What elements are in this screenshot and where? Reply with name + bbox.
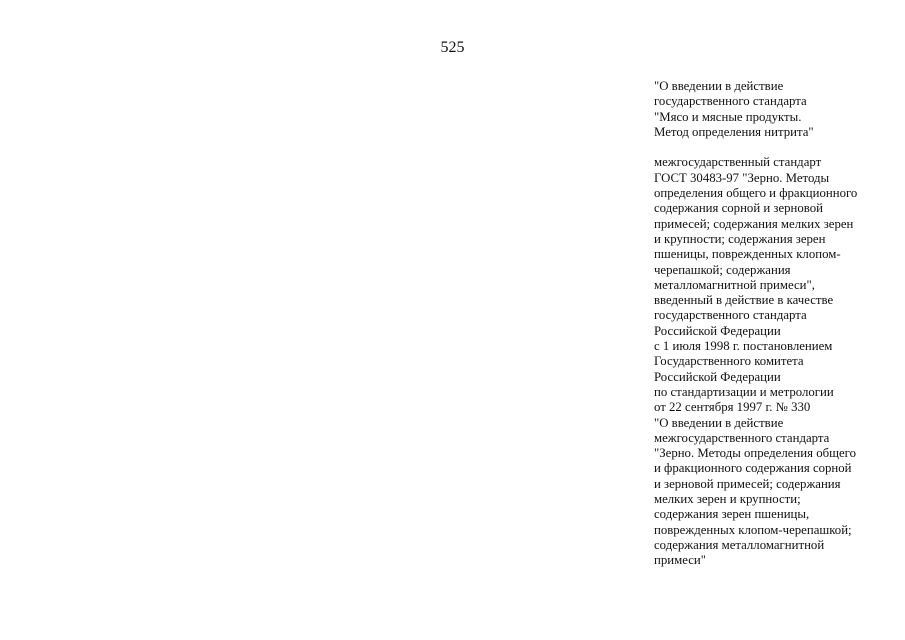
text-line: мелких зерен и крупности; bbox=[654, 492, 801, 507]
block-spacer bbox=[654, 140, 899, 155]
document-text-column bbox=[654, 79, 899, 569]
text-line: Российской Федерации bbox=[654, 323, 781, 338]
text-line: ГОСТ 30483-97 "Зерно. Методы bbox=[654, 170, 830, 185]
text-line: примесей; содержания мелких зерен bbox=[654, 216, 854, 231]
text-block-decree-title bbox=[654, 79, 899, 140]
text-line: и зерновой примесей; содержания bbox=[654, 476, 841, 491]
text-line: определения общего и фракционного bbox=[654, 186, 858, 201]
text-line: содержания сорной и зерновой bbox=[654, 201, 824, 216]
text-line: государственного стандарта bbox=[654, 94, 807, 109]
text-line: содержания металломагнитной bbox=[654, 537, 825, 552]
text-line: и фракционного содержания сорной bbox=[654, 461, 852, 476]
text-line: с 1 июля 1998 г. постановлением bbox=[654, 339, 833, 354]
text-line: от 22 сентября 1997 г. № 330 bbox=[654, 400, 811, 415]
text-line: металломагнитной примеси", bbox=[654, 277, 815, 292]
text-line: Метод определения нитрита" bbox=[654, 124, 814, 139]
text-line: государственного стандарта bbox=[654, 308, 807, 323]
text-line: пшеницы, поврежденных клопом- bbox=[654, 247, 841, 262]
text-line: введенный в действие в качестве bbox=[654, 293, 834, 308]
text-line: "Мясо и мясные продукты. bbox=[654, 109, 802, 124]
text-line: поврежденных клопом-черепашкой; bbox=[654, 522, 852, 537]
text-line: черепашкой; содержания bbox=[654, 262, 791, 277]
text-line: содержания зерен пшеницы, bbox=[654, 507, 810, 522]
page-number: 525 bbox=[440, 39, 465, 56]
text-line: межгосударственного стандарта bbox=[654, 430, 830, 445]
text-line: и крупности; содержания зерен bbox=[654, 231, 826, 246]
text-line: Российской Федерации bbox=[654, 369, 781, 384]
text-line: по стандартизации и метрологии bbox=[654, 384, 834, 399]
text-block-standard-description bbox=[654, 155, 899, 568]
text-line: "О введении в действие bbox=[654, 79, 784, 93]
text-line: Государственного комитета bbox=[654, 354, 804, 369]
text-line: "Зерно. Методы определения общего bbox=[654, 446, 856, 461]
text-line: "О введении в действие bbox=[654, 415, 784, 430]
text-line: межгосударственный стандарт bbox=[654, 155, 822, 170]
text-line: примеси" bbox=[654, 553, 706, 568]
